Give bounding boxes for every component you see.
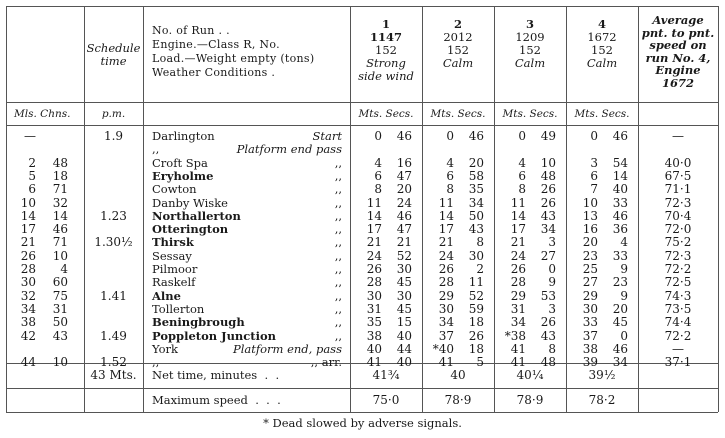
run1-seconds: 24 <box>396 195 412 210</box>
run3-seconds: 26 <box>540 195 556 210</box>
run3-seconds: 53 <box>540 288 556 303</box>
run3-minutes: 11 <box>510 195 526 210</box>
run-descriptor-header: No. of Run . . Engine.—Class R, No. Load.—Weight empty (tons) Weather Conditions . <box>152 24 315 79</box>
run4-seconds: 45 <box>612 315 628 330</box>
run2-minutes: 6 <box>446 168 454 183</box>
row-average-speed: 67·5 <box>664 168 692 183</box>
row-station-note: ,, <box>334 275 342 290</box>
row-miles: 10 <box>20 195 36 210</box>
row-average-speed: 37·1 <box>664 355 692 370</box>
run-3-header: 3 1209 152 Calm <box>514 17 546 70</box>
run1-seconds: 52 <box>396 248 412 263</box>
run4-seconds: 14 <box>612 168 628 183</box>
run1-minutes: 24 <box>366 248 382 263</box>
row-station: York <box>152 341 178 356</box>
run3-minutes: 24 <box>510 248 526 263</box>
run2-seconds: 11 <box>468 275 484 290</box>
row-average-speed: — <box>672 129 684 143</box>
row-schedule: 1.30½ <box>94 235 133 250</box>
run3-seconds: 8 <box>548 341 556 356</box>
row-station-note: ,, <box>334 301 342 316</box>
row-miles: 34 <box>20 301 36 316</box>
row-station: Tollerton <box>152 301 205 316</box>
run4-minutes: 30 <box>582 301 598 316</box>
run1-seconds: 30 <box>396 262 412 276</box>
run1-seconds: 30 <box>396 288 412 303</box>
run4-seconds: 9 <box>620 262 628 276</box>
run1-seconds: 47 <box>396 168 412 183</box>
row-average-speed: 72·3 <box>664 248 692 263</box>
row-station-note: ,, <box>334 182 342 197</box>
row-station: Cowton <box>152 182 197 197</box>
row-station-note: Platform end pass <box>236 142 342 157</box>
run1-seconds: 40 <box>396 355 412 370</box>
run2-seconds: 2 <box>476 262 484 276</box>
row-chains: 75 <box>52 288 68 303</box>
row-station-note: ,, <box>334 248 342 263</box>
net-time-run4: 39½ <box>588 368 616 382</box>
run3-minutes: 29 <box>510 288 526 303</box>
run3-seconds: 10 <box>540 155 556 170</box>
run4-minutes: 27 <box>582 275 598 290</box>
run3-seconds: 9 <box>548 275 556 290</box>
row-average-speed: 72·0 <box>664 222 692 237</box>
run4-minutes: 39 <box>582 355 598 370</box>
row-average-speed: 73·5 <box>664 301 692 316</box>
run2-minutes: 29 <box>438 288 454 303</box>
run1-minutes: 38 <box>366 328 382 343</box>
run2-minutes: 37 <box>438 328 454 343</box>
row-station-note: ,, <box>334 222 342 237</box>
run2-seconds: 35 <box>468 182 484 197</box>
row-station: Darlington <box>152 129 215 143</box>
row-schedule: 1.23 <box>100 208 127 223</box>
row-station-note: ,, <box>334 155 342 170</box>
row-average-speed: 75·2 <box>664 235 692 250</box>
run4-seconds: 33 <box>612 248 628 263</box>
row-miles: 5 <box>28 168 36 183</box>
row-average-speed: 70·4 <box>664 208 692 223</box>
run3-minutes: 4 <box>518 155 526 170</box>
run3-seconds: 43 <box>540 208 556 223</box>
run2-seconds: 58 <box>468 168 484 183</box>
run4-minutes: 16 <box>582 222 598 237</box>
run3-seconds: 48 <box>540 168 556 183</box>
distance-subheader: Mls. Chns. <box>14 108 71 120</box>
run2-minutes: 28 <box>438 275 454 290</box>
average-speed-header: Average pnt. to pnt. speed on run No. 4, Engine 1672 <box>641 13 715 90</box>
run4-seconds: 46 <box>612 341 628 356</box>
run2-seconds: 30 <box>468 248 484 263</box>
run1-minutes: 11 <box>366 195 382 210</box>
run-1-header: 1 1147 152 Strong side wind <box>358 17 414 83</box>
run2-seconds: 26 <box>468 328 484 343</box>
row-station-note: ,, <box>334 168 342 183</box>
row-schedule: 1.52 <box>100 355 127 370</box>
row-miles: 17 <box>20 222 36 237</box>
run2-minutes: 14 <box>438 208 454 223</box>
run1-seconds: 46 <box>396 208 412 223</box>
run4-seconds: 9 <box>620 288 628 303</box>
run3-seconds: 0 <box>548 262 556 276</box>
row-average-speed: 74·3 <box>664 288 692 303</box>
run1-minutes: 21 <box>366 235 382 250</box>
row-chains: 32 <box>52 195 68 210</box>
row-schedule: 1.9 <box>103 129 124 143</box>
run2-seconds: 18 <box>468 315 484 330</box>
run1-minutes: 14 <box>366 208 382 223</box>
run4-seconds: 4 <box>620 235 628 250</box>
run2-minutes: 21 <box>438 235 454 250</box>
row-station: ,, <box>152 355 160 370</box>
run4-minutes: 33 <box>582 315 598 330</box>
run3-seconds: 27 <box>540 248 556 263</box>
row-station: Northallerton <box>152 208 241 223</box>
run1-minutes: 8 <box>374 182 382 197</box>
row-station-note: ,, <box>334 262 342 276</box>
net-time-schedule: 43 Mts. <box>90 368 137 382</box>
run2-minutes: 4 <box>446 155 454 170</box>
run4-minutes: 25 <box>582 262 598 276</box>
run2-subheader: Mts. Secs. <box>430 108 486 120</box>
row-station-note: Start <box>312 129 342 143</box>
run2-minutes: 17 <box>438 222 454 237</box>
net-time-run1: 41¾ <box>372 368 400 382</box>
row-miles: 26 <box>20 248 36 263</box>
run1-seconds: 40 <box>396 328 412 343</box>
run2-minutes: 24 <box>438 248 454 263</box>
row-chains: 60 <box>52 275 68 290</box>
run1-seconds: 46 <box>396 129 412 143</box>
run-2-header: 2 2012 152 Calm <box>442 17 474 70</box>
row-station: Danby Wiske <box>152 195 228 210</box>
row-chains: 10 <box>52 248 68 263</box>
run3-seconds: 26 <box>540 182 556 197</box>
row-miles: 6 <box>28 182 36 197</box>
run3-seconds: 49 <box>540 129 556 143</box>
run1-minutes: 0 <box>374 129 382 143</box>
row-average-speed: 74·4 <box>664 315 692 330</box>
row-station: Raskelf <box>152 275 196 290</box>
net-time-run3: 40¼ <box>516 368 544 382</box>
row-miles: 14 <box>20 208 36 223</box>
run1-minutes: 41 <box>366 355 382 370</box>
run3-minutes: 41 <box>510 341 526 356</box>
row-station-note: ,, <box>334 195 342 210</box>
run2-seconds: 5 <box>476 355 484 370</box>
row-average-speed: — <box>672 341 684 356</box>
run4-seconds: 36 <box>612 222 628 237</box>
run3-minutes: 26 <box>510 262 526 276</box>
row-station: Alne <box>152 288 181 303</box>
run3-seconds: 26 <box>540 315 556 330</box>
run1-minutes: 35 <box>366 315 382 330</box>
row-miles: 42 <box>20 328 36 343</box>
row-miles: 28 <box>20 262 36 276</box>
row-station: Croft Spa <box>152 155 208 170</box>
row-average-speed: 72·2 <box>664 328 692 343</box>
row-miles: 44 <box>20 355 36 370</box>
row-station: Beningbrough <box>152 315 245 330</box>
run3-seconds: 43 <box>540 328 556 343</box>
run4-minutes: 13 <box>582 208 598 223</box>
run4-seconds: 40 <box>612 182 628 197</box>
row-chains: 48 <box>52 155 68 170</box>
row-miles: 32 <box>20 288 36 303</box>
run4-minutes: 37 <box>582 328 598 343</box>
subheader-rule <box>6 125 718 126</box>
run1-seconds: 16 <box>396 155 412 170</box>
run4-seconds: 54 <box>612 155 628 170</box>
bottom-border <box>6 412 718 413</box>
run4-subheader: Mts. Secs. <box>574 108 630 120</box>
run2-seconds: 8 <box>476 235 484 250</box>
top-border <box>6 6 718 7</box>
run3-minutes: 0 <box>518 129 526 143</box>
run1-minutes: 26 <box>366 262 382 276</box>
run4-seconds: 20 <box>612 301 628 316</box>
run4-minutes: 6 <box>590 168 598 183</box>
run4-seconds: 34 <box>612 355 628 370</box>
run4-seconds: 33 <box>612 195 628 210</box>
run2-seconds: 18 <box>468 341 484 356</box>
max-speed-run4: 78·2 <box>588 393 616 407</box>
run1-seconds: 45 <box>396 275 412 290</box>
run3-minutes: 31 <box>510 301 526 316</box>
row-schedule: 1.49 <box>100 328 127 343</box>
max-speed-run3: 78·9 <box>516 393 544 407</box>
row-station: Poppleton Junction <box>152 328 277 343</box>
run4-minutes: 29 <box>582 288 598 303</box>
header-rule <box>6 102 718 103</box>
schedule-time-header: Schedule time <box>86 41 141 68</box>
row-average-speed: 72·5 <box>664 275 692 290</box>
run4-minutes: 20 <box>582 235 598 250</box>
run4-minutes: 3 <box>590 155 598 170</box>
row-chains: 14 <box>52 208 68 223</box>
run2-seconds: 43 <box>468 222 484 237</box>
row-station: Eryholme <box>152 168 214 183</box>
row-station-note: ,, <box>334 235 342 250</box>
row-average-speed: 72·3 <box>664 195 692 210</box>
run2-seconds: 46 <box>468 129 484 143</box>
run2-minutes: 34 <box>438 315 454 330</box>
row-station-note: ,, arr. <box>310 355 342 370</box>
run2-seconds: 20 <box>468 155 484 170</box>
net-time-run2: 40 <box>450 368 466 382</box>
footnote: * Dead slowed by adverse signals. <box>263 416 462 430</box>
run4-minutes: 10 <box>582 195 598 210</box>
run3-minutes: 6 <box>518 168 526 183</box>
run2-minutes: 30 <box>438 301 454 316</box>
max-speed-label: Maximum speed . . . <box>152 393 281 407</box>
run4-seconds: 46 <box>612 129 628 143</box>
run2-seconds: 34 <box>468 195 484 210</box>
row-chains: 71 <box>52 182 68 197</box>
run1-seconds: 15 <box>396 315 412 330</box>
run3-minutes: 14 <box>510 208 526 223</box>
row-average-speed: 72·2 <box>664 262 692 276</box>
run1-minutes: 17 <box>366 222 382 237</box>
run1-minutes: 4 <box>374 155 382 170</box>
row-chains: 43 <box>52 328 68 343</box>
run1-seconds: 21 <box>396 235 412 250</box>
row-chains: 46 <box>52 222 68 237</box>
row-miles: 2 <box>28 155 36 170</box>
row-station-note: ,, <box>334 315 342 330</box>
row-station: Pilmoor <box>152 262 198 276</box>
run2-minutes: *40 <box>432 341 454 356</box>
run3-seconds: 3 <box>548 235 556 250</box>
run3-seconds: 34 <box>540 222 556 237</box>
run3-minutes: 17 <box>510 222 526 237</box>
run2-seconds: 59 <box>468 301 484 316</box>
row-miles: 30 <box>20 275 36 290</box>
row-average-speed: 71·1 <box>664 182 692 197</box>
run2-seconds: 50 <box>468 208 484 223</box>
row-station-note: ,, <box>334 288 342 303</box>
run4-minutes: 23 <box>582 248 598 263</box>
run1-minutes: 40 <box>366 341 382 356</box>
run1-seconds: 44 <box>396 341 412 356</box>
run3-minutes: 21 <box>510 235 526 250</box>
run4-minutes: 0 <box>590 129 598 143</box>
net-time-label: Net time, minutes . . <box>152 368 280 382</box>
run2-minutes: 26 <box>438 262 454 276</box>
run2-minutes: 11 <box>438 195 454 210</box>
run3-minutes: *38 <box>504 328 526 343</box>
run2-seconds: 52 <box>468 288 484 303</box>
run2-minutes: 0 <box>446 129 454 143</box>
run1-minutes: 6 <box>374 168 382 183</box>
row-schedule: 1.41 <box>100 288 127 303</box>
run4-minutes: 38 <box>582 341 598 356</box>
run2-minutes: 8 <box>446 182 454 197</box>
row-station: Sessay <box>152 248 192 263</box>
row-chains: 71 <box>52 235 68 250</box>
row-chains: 4 <box>60 262 68 276</box>
run4-minutes: 7 <box>590 182 598 197</box>
run1-minutes: 30 <box>366 288 382 303</box>
run2-minutes: 41 <box>438 355 454 370</box>
run3-minutes: 28 <box>510 275 526 290</box>
row-miles: — <box>24 129 36 143</box>
row-chains: 50 <box>52 315 68 330</box>
run3-seconds: 3 <box>548 301 556 316</box>
row-station-note: ,, <box>334 328 342 343</box>
row-chains: 31 <box>52 301 68 316</box>
max-speed-run1: 75·0 <box>372 393 400 407</box>
row-station: ,, <box>152 142 160 157</box>
row-station-note: ,, <box>334 208 342 223</box>
run-4-header: 4 1672 152 Calm <box>586 17 618 70</box>
row-station: Otterington <box>152 222 229 237</box>
run1-seconds: 47 <box>396 222 412 237</box>
run3-minutes: 8 <box>518 182 526 197</box>
run1-minutes: 31 <box>366 301 382 316</box>
max-speed-run2: 78·9 <box>444 393 472 407</box>
row-chains: 10 <box>52 355 68 370</box>
row-station: Thirsk <box>152 235 194 250</box>
row-average-speed: 40·0 <box>664 155 692 170</box>
run4-seconds: 46 <box>612 208 628 223</box>
net-time-rule <box>6 388 718 389</box>
run1-seconds: 45 <box>396 301 412 316</box>
pm-subheader: p.m. <box>101 108 126 120</box>
run3-seconds: 48 <box>540 355 556 370</box>
run3-minutes: 34 <box>510 315 526 330</box>
row-chains: 18 <box>52 168 68 183</box>
run4-seconds: 23 <box>612 275 628 290</box>
run4-seconds: 0 <box>620 328 628 343</box>
run3-minutes: 41 <box>510 355 526 370</box>
row-station-note: Platform end, pass <box>232 341 342 356</box>
row-miles: 38 <box>20 315 36 330</box>
run3-subheader: Mts. Secs. <box>502 108 558 120</box>
run1-minutes: 28 <box>366 275 382 290</box>
run1-subheader: Mts. Secs. <box>358 108 414 120</box>
run1-seconds: 20 <box>396 182 412 197</box>
row-miles: 21 <box>20 235 36 250</box>
